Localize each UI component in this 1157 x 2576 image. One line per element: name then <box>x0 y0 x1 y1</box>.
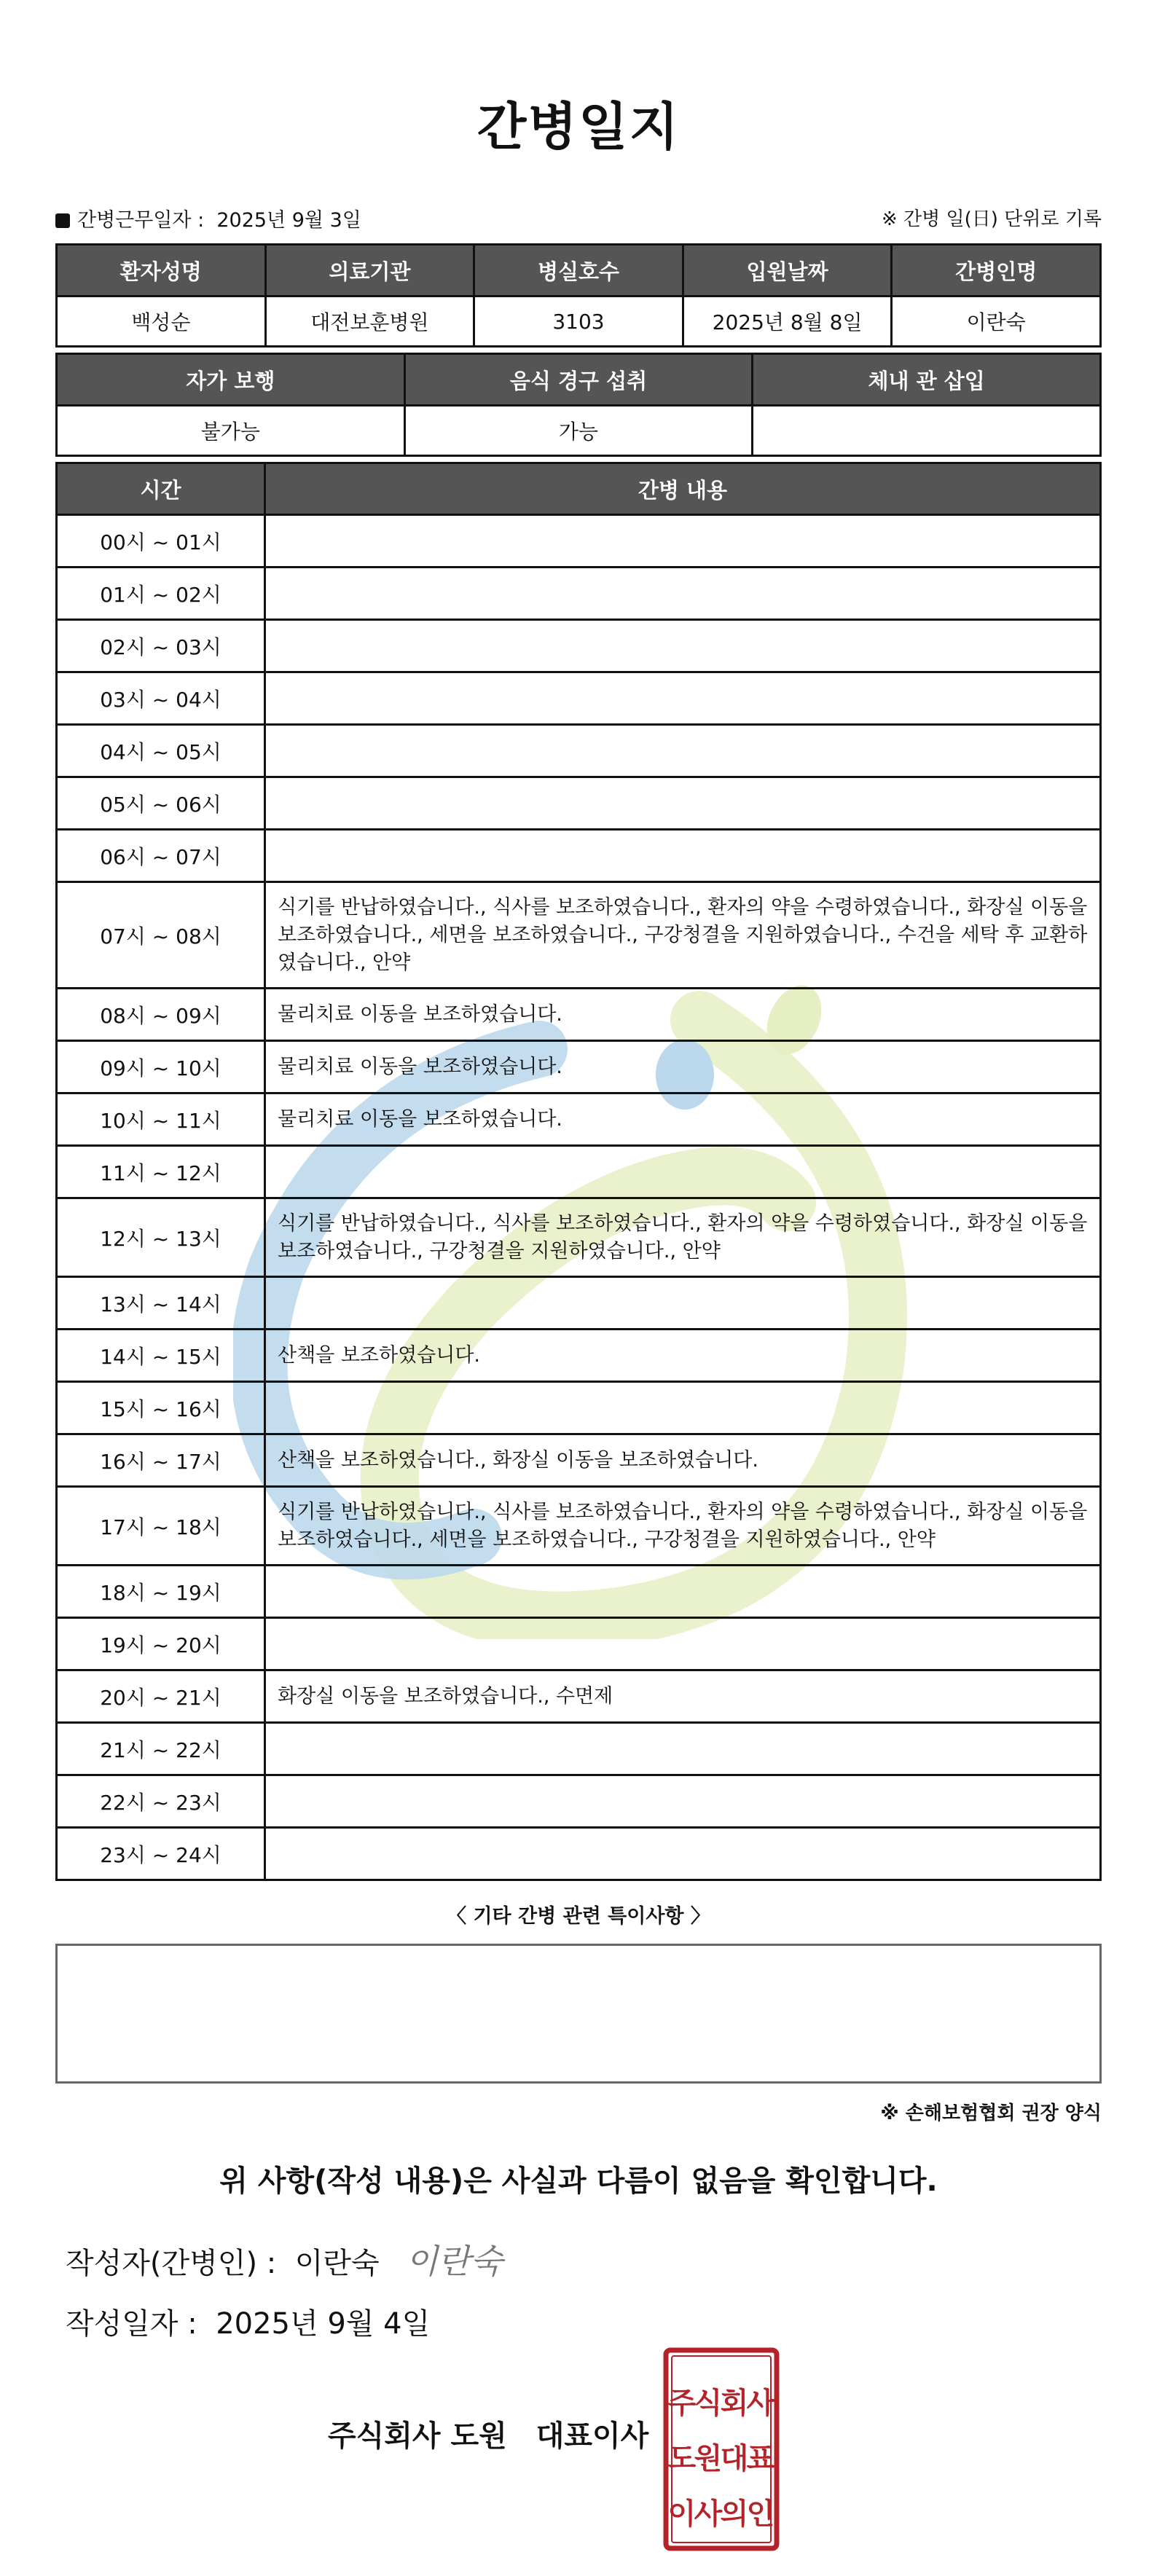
log-row <box>57 989 1101 1041</box>
seal-character: 원 <box>694 2442 723 2475</box>
log-row <box>57 672 1101 725</box>
log-time: 06시 ~ 07시 <box>57 830 265 882</box>
log-time: 00시 ~ 01시 <box>57 515 265 568</box>
log-content: 화장실 이동을 보조하였습니다., 수면제 <box>265 1670 1101 1723</box>
content-header: 간병 내용 <box>265 463 1101 515</box>
writer-row <box>66 2235 503 2283</box>
seal-character: 대 <box>720 2442 749 2475</box>
log-content <box>265 1277 1101 1330</box>
log-time: 19시 ~ 20시 <box>57 1618 265 1670</box>
log-row <box>57 1723 1101 1775</box>
log-content: 식기를 반납하였습니다., 식사를 보조하였습니다., 환자의 약을 수령하였습니다., 화장실 이동을 보조하였습니다., 구강청결을 지원하였습니다., 안약 <box>265 1198 1101 1277</box>
unit-note: ※ 간병 일(日) 단위로 기록 <box>881 208 1102 230</box>
seal-character: 식 <box>694 2387 723 2420</box>
log-time: 07시 ~ 08시 <box>57 882 265 989</box>
confirmation-statement: 위 사항(작성 내용)은 사실과 다름이 없음을 확인합니다. <box>219 2164 938 2198</box>
patient-name-header: 환자성명 <box>57 245 266 297</box>
caregiver-name: 이란숙 <box>892 297 1101 347</box>
log-row <box>57 882 1101 989</box>
log-time: 20시 ~ 21시 <box>57 1670 265 1723</box>
log-content <box>265 830 1101 882</box>
seal-character: 사 <box>694 2497 723 2531</box>
log-row <box>57 1277 1101 1330</box>
log-content: 물리치료 이동을 보조하였습니다. <box>265 1041 1101 1093</box>
admission-date-header: 입원날짜 <box>683 245 892 297</box>
log-content <box>265 725 1101 777</box>
company-seal <box>663 2347 780 2551</box>
page-title: 간병일지 <box>476 97 681 157</box>
seal-character: 사 <box>746 2387 775 2420</box>
log-row <box>57 1775 1101 1828</box>
log-content <box>265 515 1101 568</box>
writer-name: 이란숙 <box>294 2247 380 2280</box>
log-content <box>265 1723 1101 1775</box>
log-content <box>265 777 1101 830</box>
log-row <box>57 1828 1101 1880</box>
log-row <box>57 1382 1101 1434</box>
work-date-row <box>55 204 1102 233</box>
work-date-label: 간병근무일자 : <box>77 209 205 232</box>
recommendation-note: ※ 손해보험협회 권장 양식 <box>880 2102 1102 2124</box>
room-number: 3103 <box>474 297 683 347</box>
seal-character: 주 <box>667 2387 697 2420</box>
hospital-header: 의료기관 <box>265 245 474 297</box>
log-time: 05시 ~ 06시 <box>57 777 265 830</box>
patient-status-table <box>55 353 1102 457</box>
log-time: 12시 ~ 13시 <box>57 1198 265 1277</box>
log-time: 11시 ~ 12시 <box>57 1146 265 1198</box>
log-time: 01시 ~ 02시 <box>57 568 265 620</box>
patient-name: 백성순 <box>57 297 266 347</box>
seal-character: 의 <box>720 2497 749 2531</box>
log-time: 22시 ~ 23시 <box>57 1775 265 1828</box>
log-time: 16시 ~ 17시 <box>57 1434 265 1487</box>
log-time: 14시 ~ 15시 <box>57 1330 265 1382</box>
self-walking-header: 자가 보행 <box>57 354 405 406</box>
notes-title: 〈 기타 간병 관련 특이사항 〉 <box>447 1905 710 1928</box>
log-content: 산책을 보조하였습니다. <box>265 1330 1101 1382</box>
company-representative: 주식회사 도원 대표이사 <box>328 2419 649 2453</box>
log-row <box>57 515 1101 568</box>
tube-insertion-value <box>753 406 1101 456</box>
oral-intake-value: 가능 <box>404 406 753 456</box>
log-content: 식기를 반납하였습니다., 식사를 보조하였습니다., 환자의 약을 수령하였습니다., 화장실 이동을 보조하였습니다., 세면을 보조하였습니다., 구강청결을 지원하였습니다., 수건을 세탁 후 교환하였습니다., 안약 <box>265 882 1101 989</box>
seal-character: 인 <box>746 2497 775 2531</box>
log-time: 02시 ~ 03시 <box>57 620 265 672</box>
writer-label: 작성자(간병인) : <box>66 2247 277 2280</box>
log-row <box>57 725 1101 777</box>
log-time: 03시 ~ 04시 <box>57 672 265 725</box>
log-content: 물리치료 이동을 보조하였습니다. <box>265 989 1101 1041</box>
log-time: 17시 ~ 18시 <box>57 1487 265 1566</box>
log-row <box>57 620 1101 672</box>
oral-intake-header: 음식 경구 섭취 <box>404 354 753 406</box>
log-content <box>265 1566 1101 1618</box>
time-header: 시간 <box>57 463 265 515</box>
log-row <box>57 1434 1101 1487</box>
log-content: 식기를 반납하였습니다., 식사를 보조하였습니다., 환자의 약을 수령하였습니다., 화장실 이동을 보조하였습니다., 세면을 보조하였습니다., 구강청결을 지원하였습니다., 안약 <box>265 1487 1101 1566</box>
hospital-name: 대전보훈병원 <box>265 297 474 347</box>
log-content <box>265 1828 1101 1880</box>
care-log-table <box>55 462 1102 1881</box>
handwritten-signature: 이란숙 <box>405 2242 503 2281</box>
log-content: 산책을 보조하였습니다., 화장실 이동을 보조하였습니다. <box>265 1434 1101 1487</box>
log-content <box>265 620 1101 672</box>
tube-insertion-header: 체내 관 삽입 <box>753 354 1101 406</box>
log-row <box>57 1670 1101 1723</box>
log-content: 물리치료 이동을 보조하였습니다. <box>265 1093 1101 1146</box>
room-header: 병실호수 <box>474 245 683 297</box>
log-time: 09시 ~ 10시 <box>57 1041 265 1093</box>
log-row <box>57 1330 1101 1382</box>
log-content <box>265 672 1101 725</box>
log-row <box>57 777 1101 830</box>
log-content <box>265 1146 1101 1198</box>
written-date-value: 2025년 9월 4일 <box>216 2307 431 2341</box>
log-content <box>265 1618 1101 1670</box>
notes-box <box>55 1944 1102 2084</box>
patient-info-table <box>55 243 1102 347</box>
log-time: 21시 ~ 22시 <box>57 1723 265 1775</box>
log-content <box>265 1775 1101 1828</box>
log-row <box>57 830 1101 882</box>
square-bullet-icon <box>55 213 70 228</box>
log-time: 15시 ~ 16시 <box>57 1382 265 1434</box>
log-time: 23시 ~ 24시 <box>57 1828 265 1880</box>
seal-character: 표 <box>746 2442 775 2475</box>
log-time: 13시 ~ 14시 <box>57 1277 265 1330</box>
log-time: 18시 ~ 19시 <box>57 1566 265 1618</box>
log-time: 04시 ~ 05시 <box>57 725 265 777</box>
log-time: 10시 ~ 11시 <box>57 1093 265 1146</box>
log-row <box>57 1618 1101 1670</box>
log-content <box>265 1382 1101 1434</box>
log-content <box>265 568 1101 620</box>
admission-date: 2025년 8월 8일 <box>683 297 892 347</box>
self-walking-value: 불가능 <box>57 406 405 456</box>
written-date-row <box>66 2301 430 2342</box>
log-row <box>57 1487 1101 1566</box>
seal-character: 회 <box>720 2387 749 2420</box>
caregiver-header: 간병인명 <box>892 245 1101 297</box>
written-date-label: 작성일자 : <box>66 2307 197 2341</box>
work-date-value: 2025년 9월 3일 <box>216 209 361 232</box>
log-row <box>57 1198 1101 1277</box>
log-row <box>57 1146 1101 1198</box>
log-row <box>57 1566 1101 1618</box>
log-row <box>57 1041 1101 1093</box>
log-row <box>57 568 1101 620</box>
seal-character: 이 <box>667 2497 697 2531</box>
log-row <box>57 1093 1101 1146</box>
seal-character: 도 <box>667 2442 697 2475</box>
log-time: 08시 ~ 09시 <box>57 989 265 1041</box>
